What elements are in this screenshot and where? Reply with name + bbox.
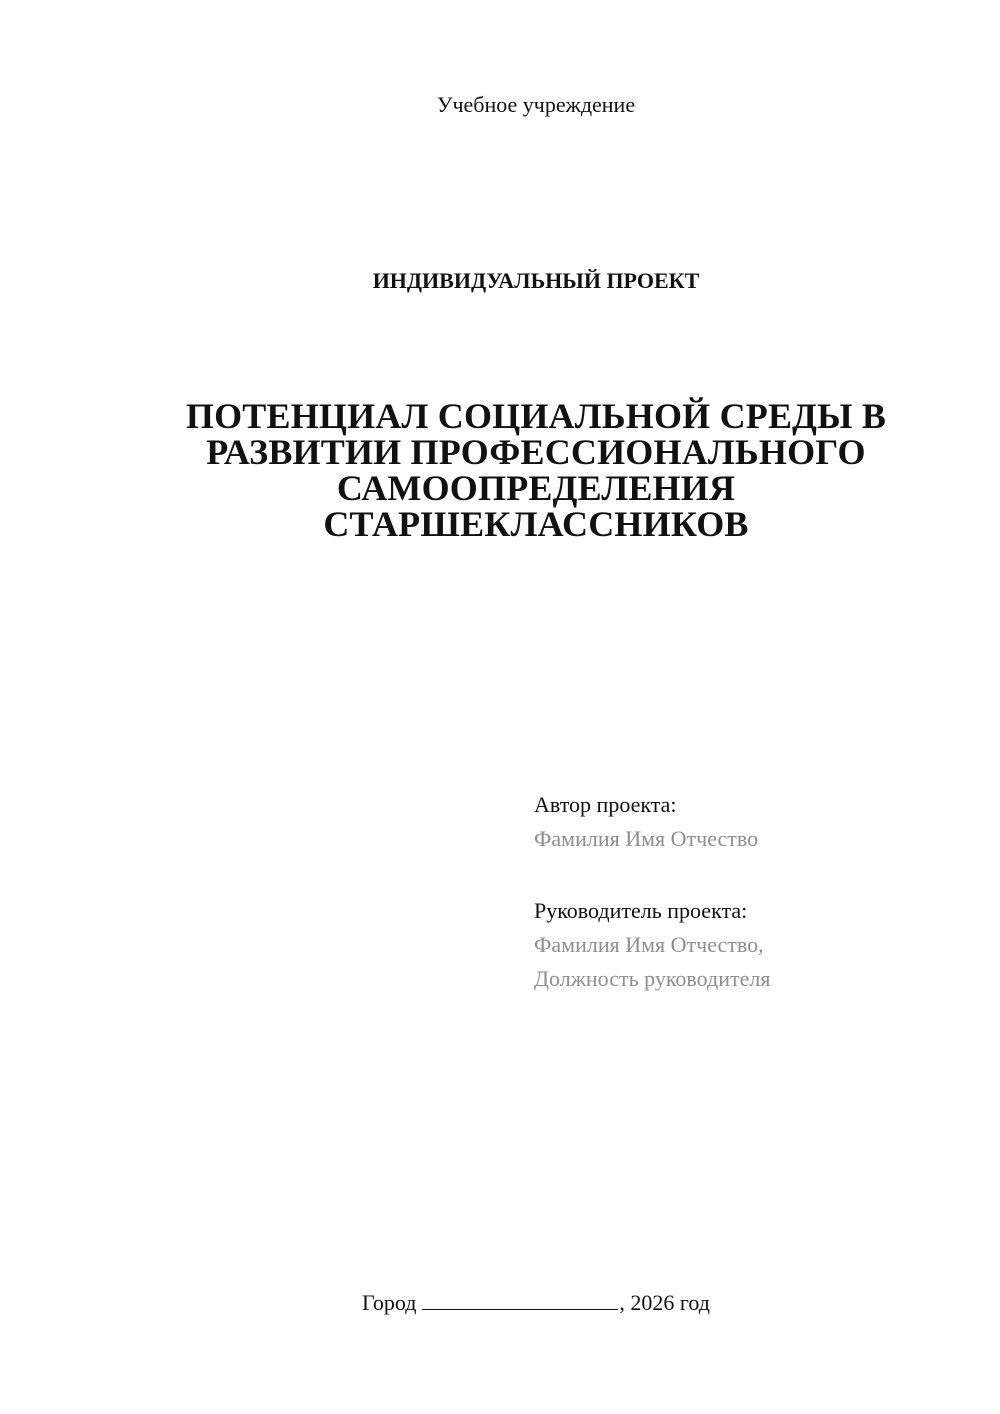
- supervisor-position-placeholder: Должность руководителя: [534, 966, 771, 991]
- supervisor-name-placeholder: Фамилия Имя Отчество,: [534, 932, 764, 957]
- project-title: [150, 398, 922, 542]
- project-title-line: СТАРШЕКЛАССНИКОВ: [323, 504, 749, 544]
- project-type-heading: ИНДИВИДУАЛЬНЫЙ ПРОЕКТ: [372, 268, 700, 293]
- project-credits: [534, 788, 974, 996]
- project-title-line: РАЗВИТИИ ПРОФЕССИОНАЛЬНОГО: [206, 432, 866, 472]
- author-name-placeholder: Фамилия Имя Отчество: [534, 826, 759, 851]
- city-label: Город: [362, 1290, 417, 1315]
- year-text: , 2026 год: [619, 1290, 710, 1315]
- project-title-line: ПОТЕНЦИАЛ СОЦИАЛЬНОЙ СРЕДЫ В: [185, 396, 887, 436]
- author-label: Автор проекта:: [534, 792, 677, 817]
- footer-city-year: [0, 1288, 1000, 1318]
- city-blank-line: [422, 1289, 618, 1310]
- supervisor-label: Руководитель проекта:: [534, 898, 748, 923]
- credits-spacer: [534, 856, 974, 894]
- institution-name: Учебное учреждение: [436, 92, 636, 117]
- project-title-line: САМООПРЕДЕЛЕНИЯ: [336, 468, 736, 508]
